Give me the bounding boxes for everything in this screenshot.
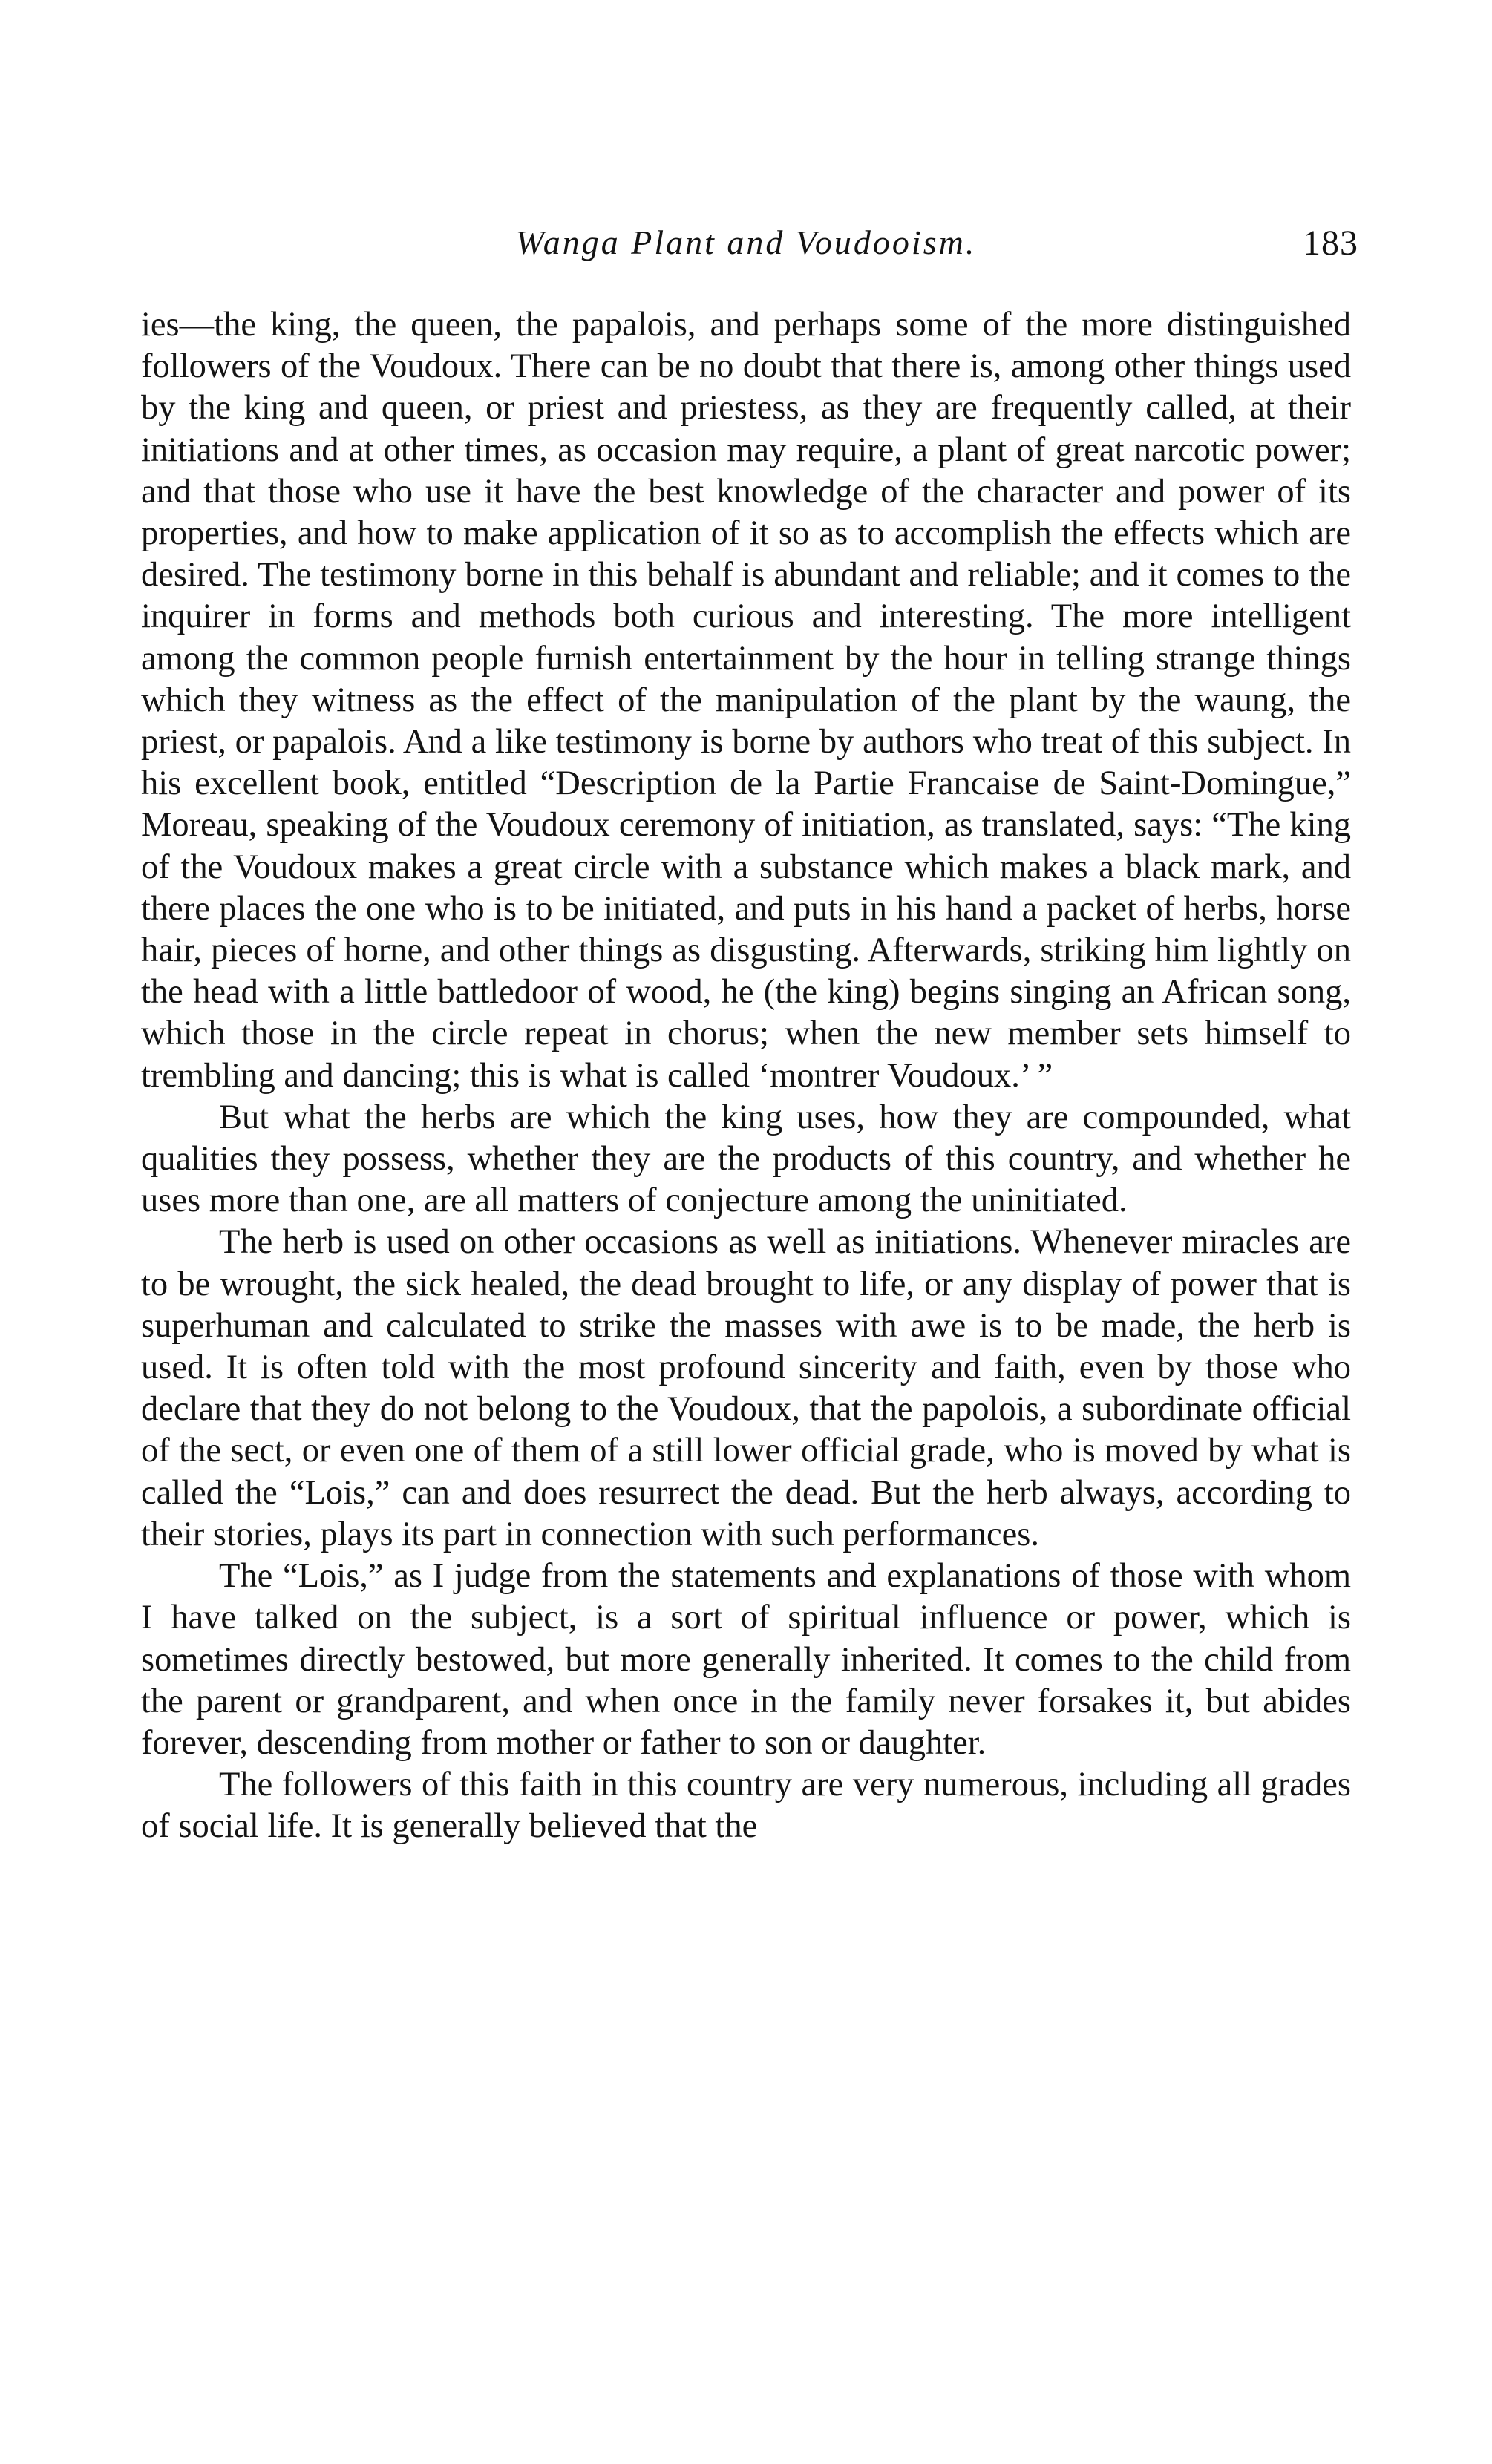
page-number: 183 xyxy=(1303,223,1358,263)
paragraph-lois: The “Lois,” as I judge from the statements and explanations of those with whom I have talked on the subject, is a sort of spiritual influence or power, which is sometimes directly bestowed, but more generally inherited. It comes to the child from the parent or grandparent, and when once in the family never forsakes it, but abides forever, descending from mother or father to son or daughter. xyxy=(141,1557,1351,1762)
body-text xyxy=(141,304,1351,1848)
paragraph-herb-uses: The herb is used on other occasions as well as initiations. Whenever miracles are to be wrought, the sick healed, the dead brought to life, or any display of power that is superhuman and calculated to strike the masses with awe is to be made, the herb is used. It is often told with the most profound sincerity and faith, even by those who declare that they do not belong to the Voudoux, that the papolois, a subordinate official of the sect, or even one of them of a still lower official grade, who is moved by what is called the “Lois,” can and does resurrect the dead. But the herb always, according to their stories, plays its part in connection with such performances. xyxy=(141,1223,1351,1553)
running-head xyxy=(134,223,1358,282)
paragraph-herbs-question: But what the herbs are which the king uses, how they are compounded, what qualities they possess, whether they are the products of this country, and whether he uses more than one, are all matters of conjecture among the uninitiated. xyxy=(141,1098,1351,1220)
paragraph-continued: ies—the king, the queen, the papalois, and perhaps some of the more distinguished followers of the Voudoux. There can be no doubt that there is, among other things used by the king and queen, or priest and priestess, as they are frequently called, at their initiations and at other times, as occasion may require, a plant of great narcotic power; and that those who use it have the best knowledge of the character and power of its properties, and how to make application of it so as to accomplish the effects which are desired. The testimony borne in this behalf is abundant and reliable; and it comes to the inquirer in forms and methods both curious and interesting. The more intelligent among the common people furnish entertainment by the hour in telling strange things which they witness as the effect of the manipulation of the plant by the waung, the priest, or papalois. And a like testimony is borne by authors who treat of this subject. In his excellent book, entitled “Description de la Partie Francaise de Saint-Domingue,” Moreau, speaking of the Voudoux ceremony of initiation, as translated, says: “The king of the Voudoux makes a great circle with a substance which makes a black mark, and there places the one who is to be initiated, and puts in his hand a packet of herbs, horse hair, pieces of horne, and other things as disgusting. Afterwards, striking him lightly on the head with a little battledoor of wood, he (the king) begins singing an African song, which those in the circle repeat in chorus; when the new member sets himself to trembling and dancing; this is what is called ‘montrer Voudoux.’ ” xyxy=(141,306,1351,1095)
paragraph-followers: The followers of this faith in this country are very numerous, including all grades of social life. It is generally believed that the xyxy=(141,1766,1351,1846)
running-head-title: Wanga Plant and Voudooism. xyxy=(515,223,977,261)
